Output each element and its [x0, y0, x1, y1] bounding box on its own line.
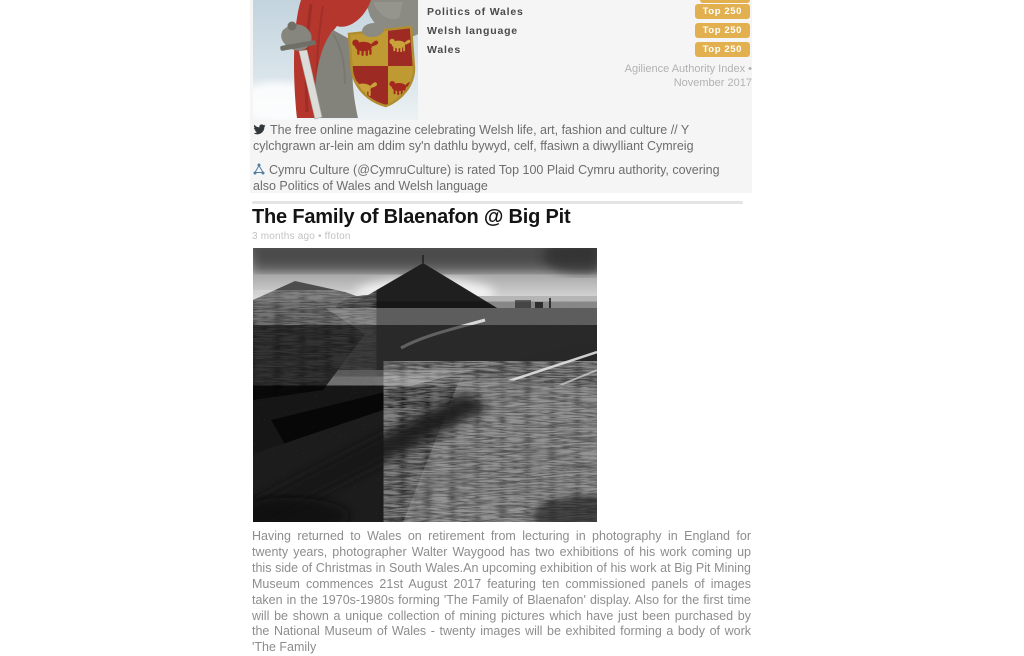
section-divider: [252, 201, 743, 204]
tweet-bio-line: [253, 123, 744, 154]
topic-label[interactable]: Wales: [427, 43, 461, 56]
attribution-line1: Agilience Authority Index •: [624, 63, 752, 75]
article-body: Having returned to Wales on retirement from lecturing in photography in England for twenty years, photographer Walter Waygood has two exhibitions of his work coming up this side of Christmas in South Wales.An upcoming exhibition of his work at Big Pit Mining Museum commences 21st August 2017 featuring ten commissioned panels of images taken in the 1970s-1980s forming 'The Family of Blaenafon' display. Also for the first time will be shown a unique collection of mining pictures which have just been purchased by the National Museum of Wales - twenty images will be exhibited forming a body of work 'The Family: [252, 529, 751, 655]
twitter-bird-icon: [253, 124, 266, 139]
topic-label[interactable]: Politics of Wales: [427, 5, 524, 18]
tweet-bio-text: The free online magazine celebrating Welsh life, art, fashion and culture // Y cylchgrawn ar-lein am ddim sy'n dathlu bywyd, celf, ffasiwn a diwylliant Cymreig: [253, 123, 694, 153]
profile-statue-image: [253, 0, 418, 120]
attribution-line2: November 2017: [673, 77, 752, 89]
topic-row-wales: [427, 42, 750, 57]
rating-note-text: Cymru Culture (@CymruCulture) is rated Top 100 Plaid Cymru authority, covering also Politics of Wales and Welsh language: [253, 163, 720, 193]
topic-list: [427, 4, 750, 61]
profile-bio: [253, 123, 744, 203]
top250-badge[interactable]: Top 250: [695, 23, 750, 38]
content-column: [250, 0, 752, 655]
authority-panel: [250, 0, 752, 193]
truncated-top-badge[interactable]: [700, 0, 750, 3]
article-meta: 3 months ago • ffoton: [252, 231, 351, 242]
topic-row-welsh-language: [427, 23, 750, 38]
rating-note-line: [253, 163, 744, 194]
topic-label[interactable]: Welsh language: [427, 24, 518, 37]
article-photo-railway: [253, 248, 597, 522]
network-triangle-icon: [253, 163, 265, 179]
top250-badge[interactable]: Top 250: [695, 42, 750, 57]
topic-row-politics-of-wales: [427, 4, 750, 19]
article-title[interactable]: The Family of Blaenafon @ Big Pit: [252, 206, 571, 228]
authority-attribution: [625, 62, 752, 90]
top250-badge[interactable]: Top 250: [695, 4, 750, 19]
